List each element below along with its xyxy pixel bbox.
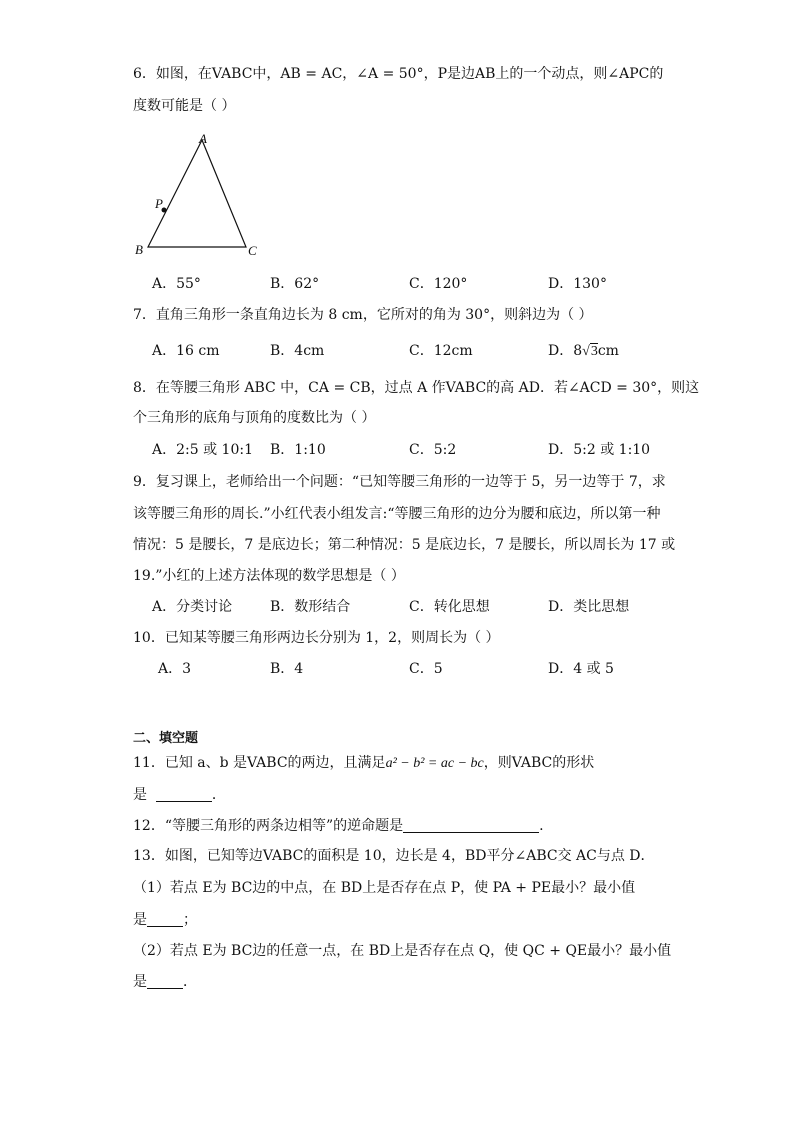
- q7-option-b[interactable]: B．4cm: [270, 343, 325, 359]
- label-c: C: [248, 243, 257, 258]
- section-fill-in-title: 二、填空题: [133, 731, 199, 746]
- q11-answer-blank[interactable]: [156, 787, 212, 802]
- q10-option-b[interactable]: B．4: [270, 661, 304, 677]
- q9-option-b[interactable]: B．数形结合: [270, 599, 351, 615]
- q9-stem-line3: 情况：5 是腰长，7 是底边长；第二种情况：5 是底边长，7 是腰长，所以周长为 17 或: [133, 537, 676, 553]
- q13-line3-suffix: ；: [183, 912, 197, 928]
- q6-option-c[interactable]: C．120°: [409, 276, 468, 292]
- q10-option-c[interactable]: C．5: [409, 661, 443, 677]
- triangle-abc: [148, 140, 246, 247]
- q9-stem-line2: 该等腰三角形的周长.”小红代表小组发言:“等腰三角形的边分为腰和底边，所以第一种: [133, 506, 661, 522]
- q6-option-a[interactable]: A．55°: [152, 276, 201, 292]
- q12-answer-blank[interactable]: [403, 818, 539, 833]
- q11-formula: a² − b² = ac − bc: [385, 756, 484, 771]
- q10-option-d[interactable]: D．4 或 5: [548, 661, 614, 677]
- q10-stem: 10．已知某等腰三角形两边长分别为 1，2，则周长为（ ）: [133, 630, 500, 646]
- q13-part2-answer-blank[interactable]: [147, 974, 183, 989]
- q12-text: 12．“等腰三角形的两条边相等”的逆命题是: [133, 818, 404, 834]
- q7-option-d[interactable]: D．8√3cm: [548, 343, 619, 359]
- q6-stem-line1: 6．如图，在VABC中，AB = AC，∠A = 50°，P是边AB上的一个动点，则∠APC的: [133, 66, 664, 82]
- q13-line5-suffix: ．: [183, 974, 197, 990]
- q9-stem-line4: 19.”小红的上述方法体现的数学思想是（ ）: [133, 568, 405, 584]
- q9-options: [152, 597, 712, 617]
- q11-line2: 是 ．: [133, 787, 226, 803]
- q7-stem: 7．直角三角形一条直角边长为 8 cm，它所对的角为 30°，则斜边为（ ）: [133, 307, 593, 323]
- q8-options: [152, 440, 712, 460]
- q13-part1-answer-blank[interactable]: [147, 912, 183, 927]
- q6-option-b[interactable]: B．62°: [270, 276, 320, 292]
- q13-line3-prefix: 是: [133, 912, 147, 928]
- q9-option-c[interactable]: C．转化思想: [409, 599, 490, 615]
- q7-options: [152, 341, 712, 361]
- q13-line5-prefix: 是: [133, 974, 147, 990]
- label-b: B: [135, 242, 143, 257]
- label-a: A: [199, 131, 207, 146]
- q13-part1: （1）若点 E为 BC边的中点，在 BD上是否存在点 P，使 PA + PE最小？最小值: [133, 880, 636, 896]
- q8-option-c[interactable]: C．5:2: [409, 442, 457, 458]
- q7-option-d-prefix: D．8: [548, 343, 583, 359]
- q10-options: [152, 659, 712, 679]
- q7-option-d-radicand: 3: [590, 344, 598, 359]
- q13-part2: （2）若点 E为 BC边的任意一点，在 BD上是否存在点 Q，使 QC + QE最小？最小值: [133, 943, 672, 959]
- q11-stem: [133, 753, 594, 774]
- q8-option-b[interactable]: B．1:10: [270, 442, 326, 458]
- q11-suffix: ，则VABC的形状: [483, 755, 595, 771]
- q10-option-a[interactable]: A．3: [158, 661, 192, 677]
- q6-options: [152, 274, 712, 294]
- q13-part1-answer-line: [133, 910, 197, 930]
- q12-stem: 12．“等腰三角形的两条边相等”的逆命题是 .: [133, 818, 544, 834]
- label-p: P: [155, 196, 163, 211]
- q9-option-a[interactable]: A．分类讨论: [152, 599, 233, 615]
- q6-triangle-figure: [128, 128, 268, 260]
- q13-stem-line1: 13．如图，已知等边VABC的面积是 10，边长是 4，BD平分∠ABC交 AC与点 D．: [133, 848, 655, 864]
- q8-stem-line1: 8．在等腰三角形 ABC 中，CA = CB，过点 A 作VABC的高 AD．若∠ACD = 30°，则这: [133, 380, 700, 396]
- q6-stem-line2: 度数可能是（ ）: [133, 98, 236, 114]
- q11-line2-text: 是: [133, 787, 147, 803]
- q7-option-c[interactable]: C．12cm: [409, 343, 473, 359]
- q11-prefix: 11．已知 a、b 是VABC的两边，且满足: [133, 755, 386, 771]
- q8-option-a[interactable]: A．2:5 或 10:1: [152, 442, 253, 458]
- q7-option-a[interactable]: A．16 cm: [152, 343, 220, 359]
- q13-part2-answer-line: [133, 972, 197, 992]
- q6-option-d[interactable]: D．130°: [548, 276, 607, 292]
- q7-option-d-unit: cm: [597, 343, 619, 359]
- q8-stem-line2: 个三角形的底角与顶角的度数比为（ ）: [133, 410, 376, 426]
- q9-option-d[interactable]: D．类比思想: [548, 599, 630, 615]
- q8-option-d[interactable]: D．5:2 或 1:10: [548, 442, 651, 458]
- q9-stem-line1: 9．复习课上，老师给出一个问题：“已知等腰三角形的一边等于 5，另一边等于 7，求: [133, 474, 666, 490]
